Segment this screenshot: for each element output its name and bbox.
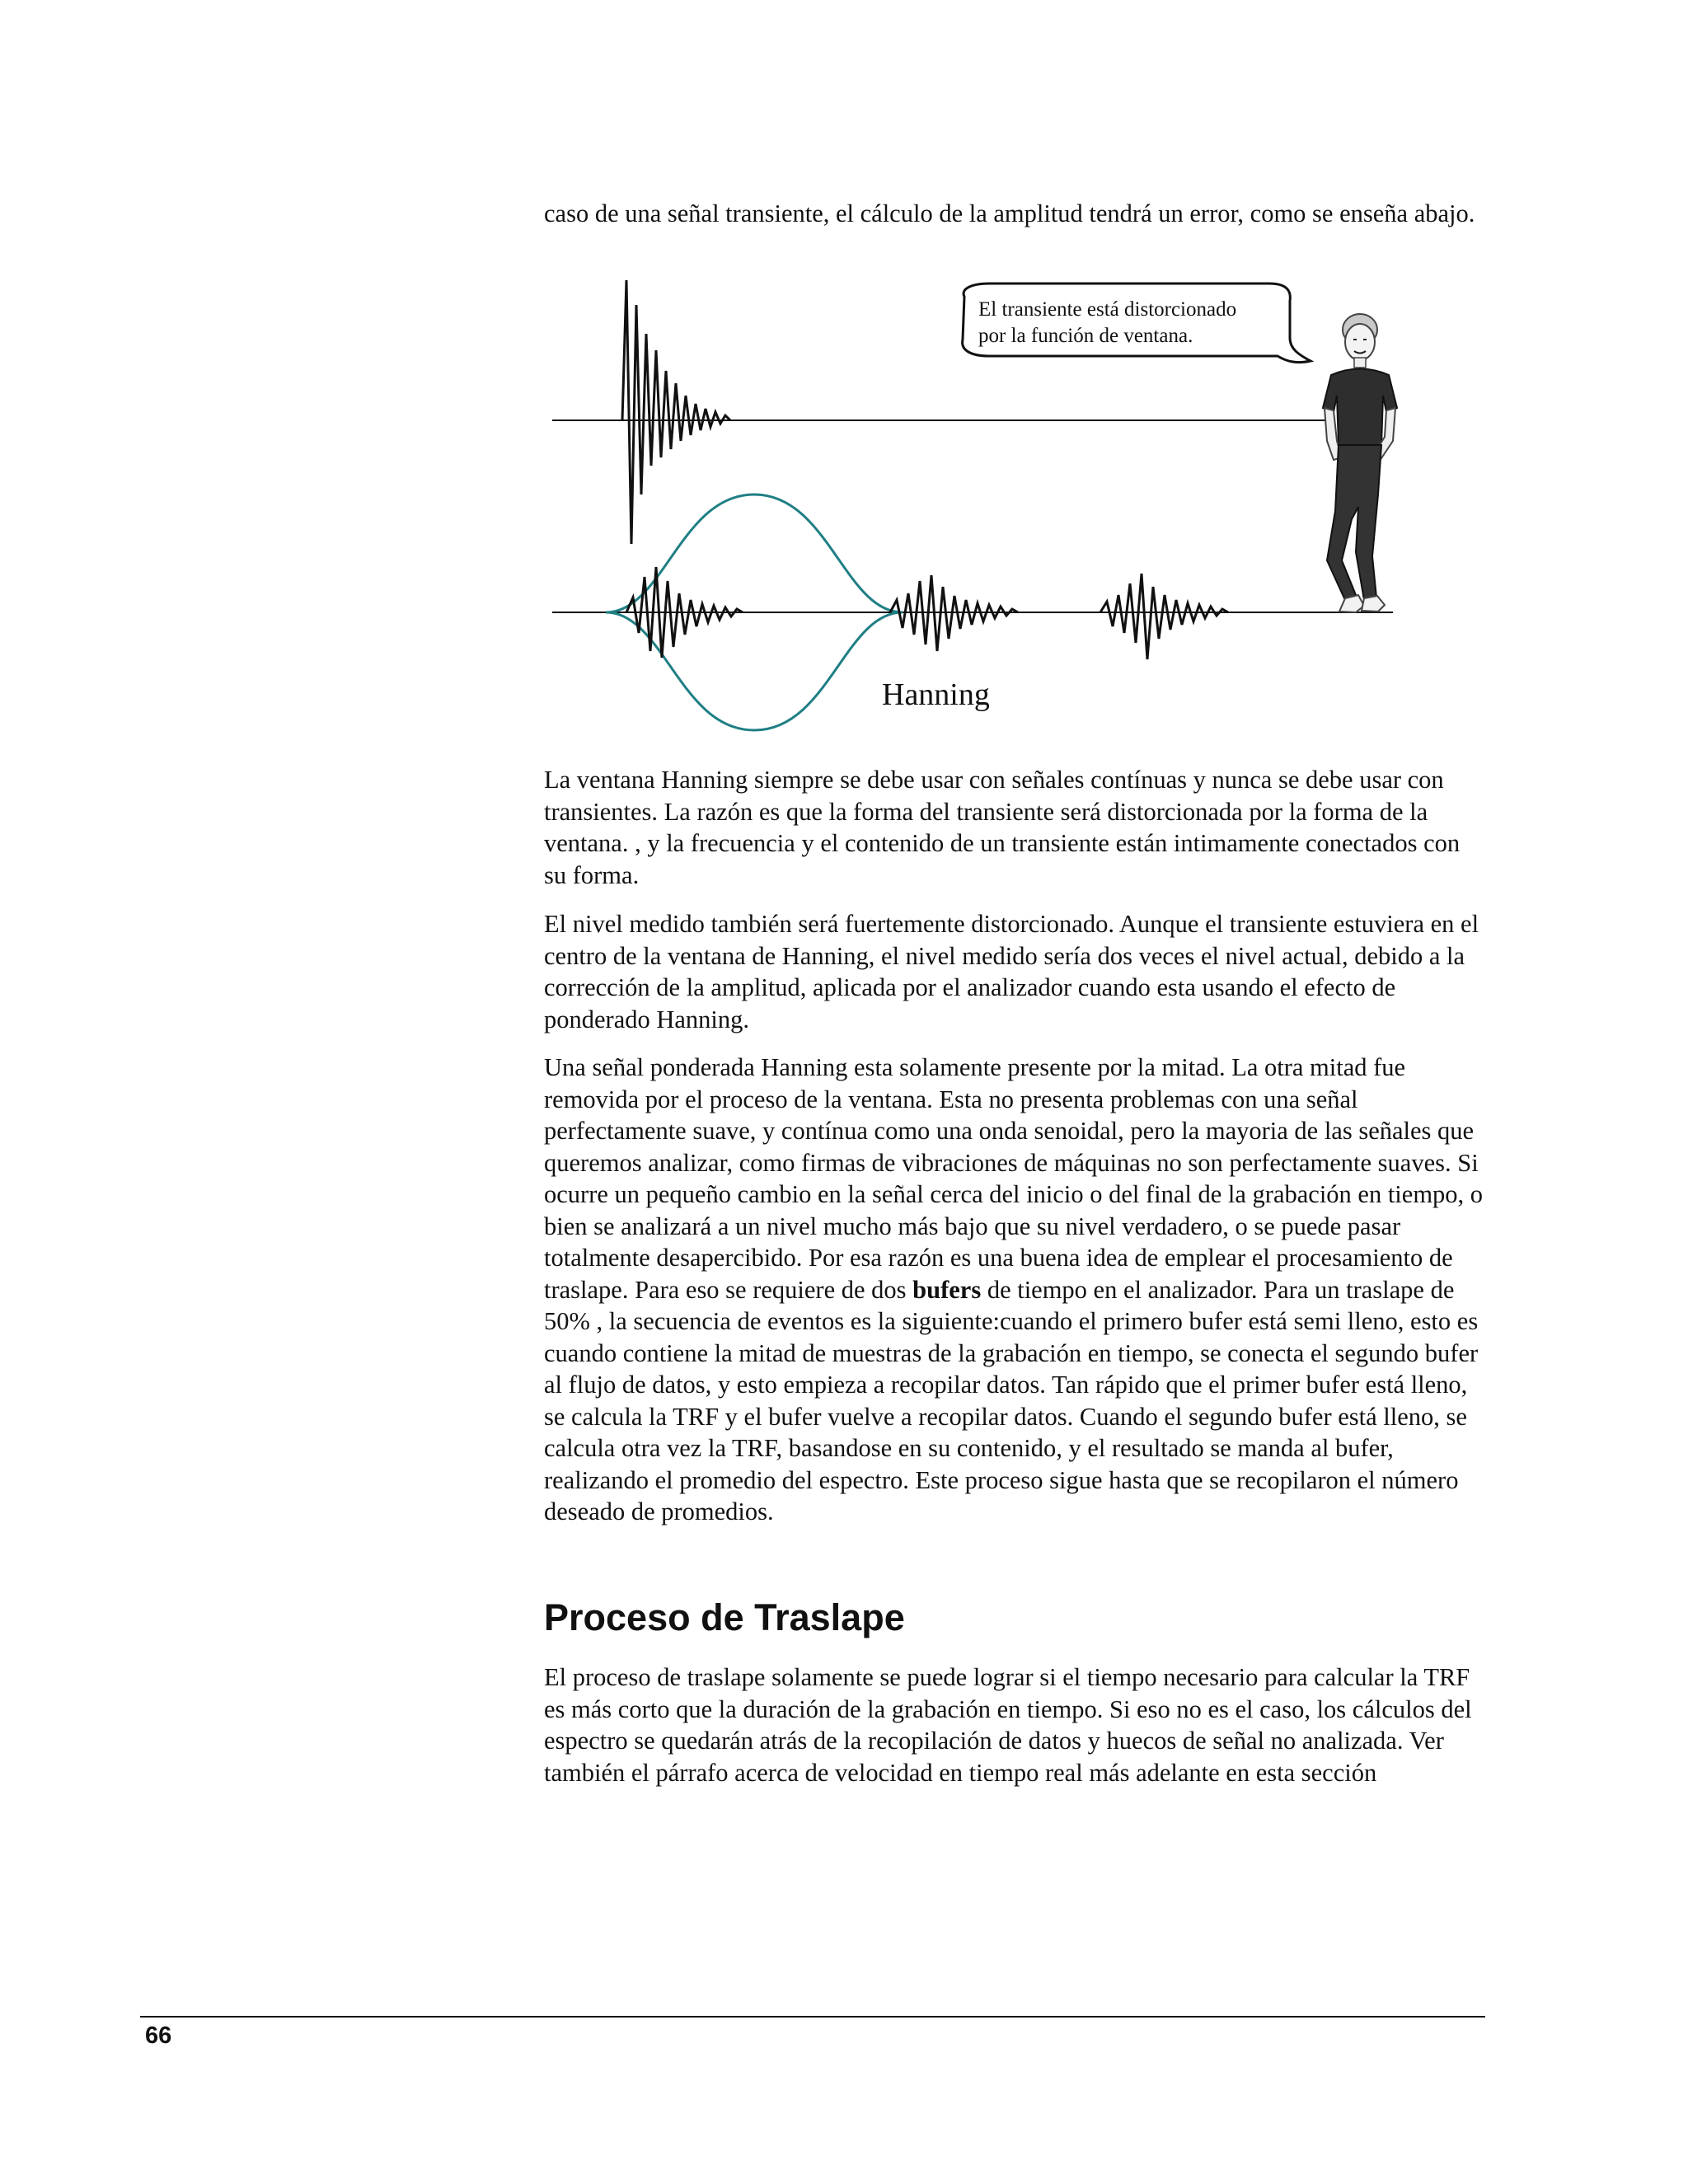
man-shoe-right: [1362, 596, 1385, 612]
paragraph-text-after-bold: de tiempo en el analizador. Para un traslape de 50% , la secuencia de eventos es la siguiente:cuando el primero bufer está semi lleno, esto es cuando contiene la mitad de muestras de la grabación en tiempo, se conecta el segundo bufer al flujo de datos, y esto empieza a recopilar datos. Tan rápido que el primer bufer está lleno, se calcula la TRF y el bufer vuelve a recopilar datos. Cuando el segundo bufer está lleno, se calcula otra vez la TRF, basandose en su contenido, y el resultado se manda al bufer, realizando el promedio del espectro. Este proceso sigue hasta que se recopilaron el número deseado de promedios.: [544, 1275, 1479, 1526]
intro-paragraph-text: caso de una señal transiente, el cálculo de la amplitud tendrá un error, como se enseña abajo.: [544, 199, 1475, 227]
speech-bubble-line1: El transiente está distorcionado: [978, 298, 1237, 321]
paragraph-text: El nivel medido también será fuertemente distorcionado. Aunque el transiente estuviera en el centro de la ventana de Hanning, el nivel medido sería dos veces el nivel actual, debido a la corrección de la amplitud, aplicada por el analizador cuando esta usando el efecto de ponderado Hanning.: [544, 910, 1479, 1033]
hanning-label: Hanning: [882, 677, 990, 712]
paragraph-text: La ventana Hanning siempre se debe usar con señales contínuas y nunca se debe usar con transientes. La razón es que la forma del transiente será distorcionada por la forma de la ventana. , y la frecuencia y el contenido de un transiente están intimamente conectados con su forma.: [544, 766, 1461, 889]
man-shoe-left: [1339, 595, 1364, 612]
hanning-window-lower: [606, 612, 903, 730]
page-number: 66: [145, 2022, 172, 2049]
original-transient-wave: [622, 280, 730, 544]
paragraph-overlap-process: [544, 1661, 1484, 1788]
footer-rule: [140, 2016, 1485, 2018]
paragraph-overlap-buffers: [544, 1052, 1484, 1528]
figure-drawing: [544, 272, 1484, 750]
hanning-window-upper: [606, 494, 903, 612]
distorted-transient-wave-3: [1100, 574, 1228, 659]
standing-man-illustration: [1323, 314, 1397, 612]
paragraph-level-distortion: [544, 908, 1484, 1035]
man-head: [1345, 324, 1375, 360]
paragraph-hanning-transients: [544, 764, 1484, 891]
section-heading: Proceso de Traslape: [544, 1596, 905, 1638]
intro-paragraph: [544, 198, 1484, 230]
man-trousers: [1327, 445, 1381, 600]
hanning-transient-figure: [544, 272, 1484, 750]
paragraph-text: [544, 1052, 1484, 1528]
speech-bubble: [963, 284, 1311, 363]
man-neck: [1354, 358, 1366, 368]
paragraph-text: El proceso de traslape solamente se puede lograr si el tiempo necesario para calcular la TRF es más corto que la duración de la grabación en tiempo. Si eso no es el caso, los cálculos del espectro se quedarán atrás de la recopilación de datos y huecos de señal no analizada. Ver también el párrafo acerca de velocidad en tiempo real más adelante en esta sección: [544, 1663, 1472, 1787]
speech-bubble-line2: por la función de ventana.: [978, 325, 1193, 347]
bold-term-bufers: bufers: [912, 1275, 982, 1304]
paragraph-text-before-bold: Una señal ponderada Hanning esta solamente presente por la mitad. La otra mitad fue removida por el proceso de la ventana. Esta no presenta problemas con una señal perfectamente suave, y contínua como una onda senoidal, pero la mayoria de las señales que queremos analizar, como firmas de vibraciones de máquinas no son perfectamente suaves. Si ocurre un pequeño cambio en la señal cerca del inicio o del final de la grabación en tiempo, o bien se analizará a un nivel mucho más bajo que su nivel verdadero, o se puede pasar totalmente desapercibido. Por esa razón es una buena idea de emplear el procesamiento de traslape. Para eso se requiere de dos: [544, 1053, 1484, 1304]
